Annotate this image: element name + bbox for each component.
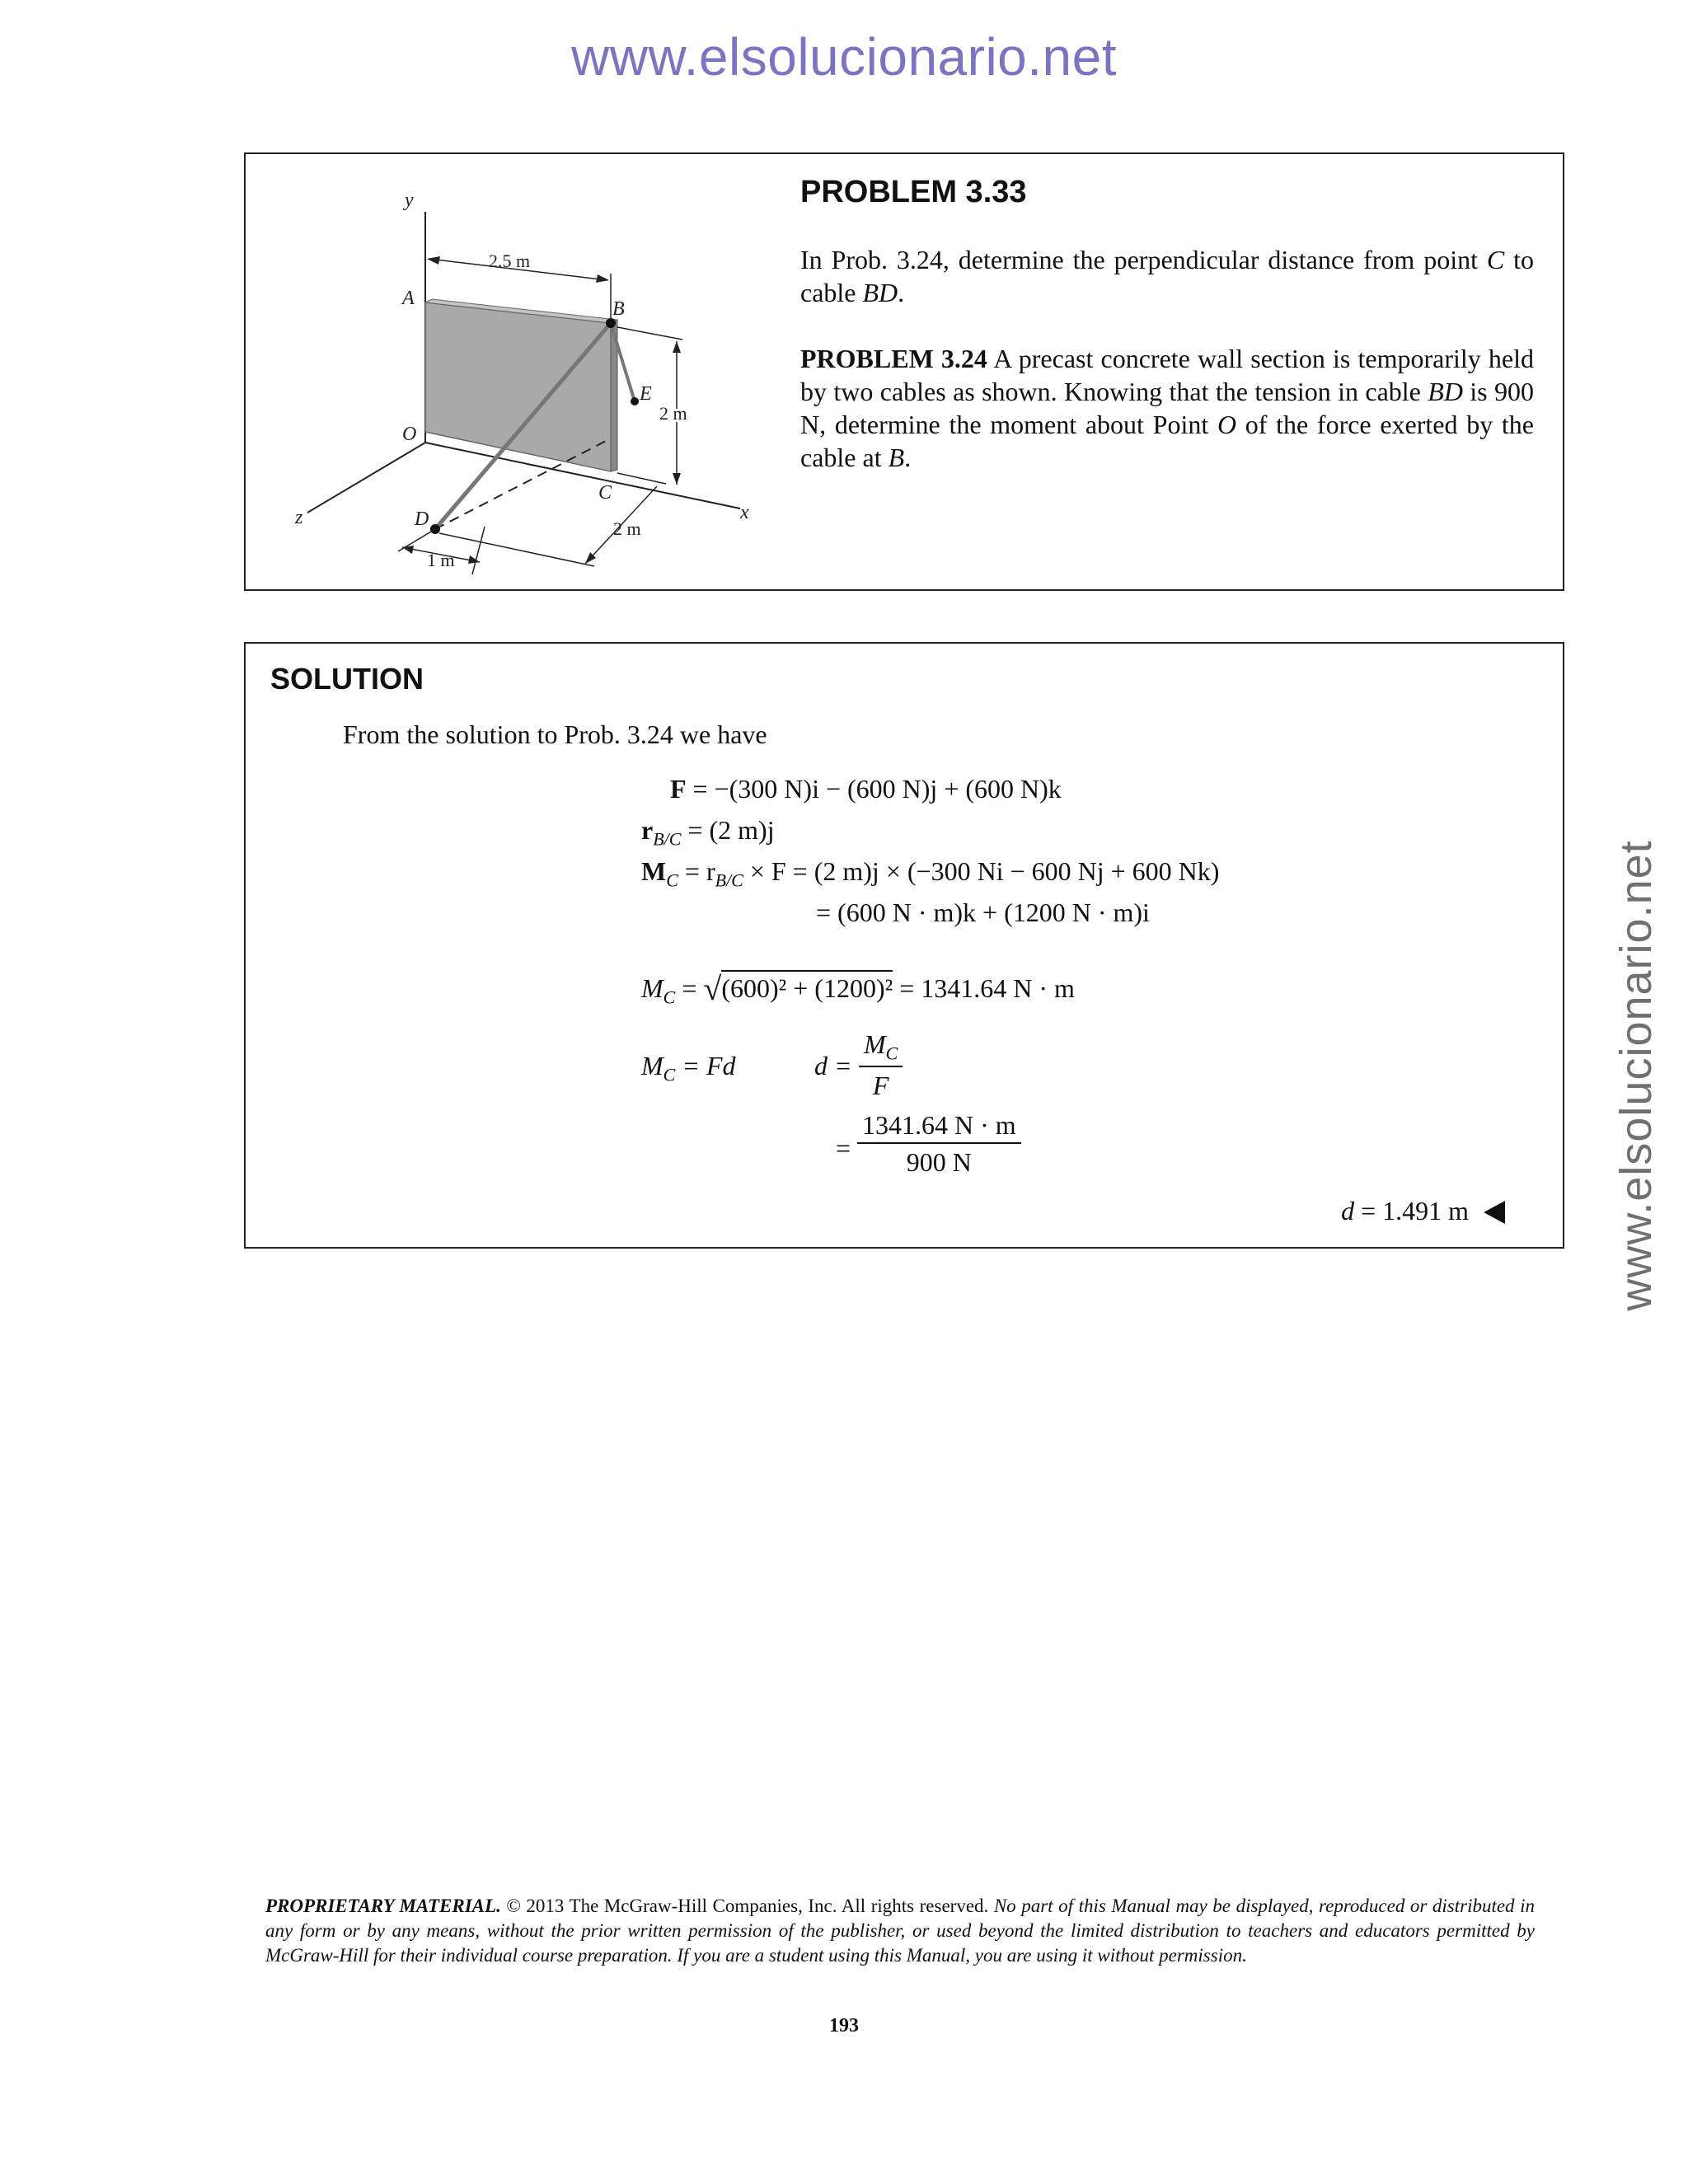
equation-magnitude: $M_C = √(600)^2 + (1200)^2 = 1341.64$ N · m (641, 970, 1075, 1008)
point-e (631, 397, 639, 405)
problem-box (244, 152, 1564, 591)
label-o: O (402, 424, 417, 445)
solution-intro: From the solution to Prob. 3.24 we have (343, 719, 767, 749)
label-e: E (640, 383, 652, 405)
watermark-side: www.elsolucionario.net (1611, 840, 1661, 1311)
page-number: 193 (829, 2015, 859, 2036)
wall-face (425, 302, 611, 471)
watermark-top: www.elsolucionario.net (571, 27, 1117, 87)
sqrt-icon: √ (703, 970, 722, 1007)
equation-force: F = −(300 N)i − (600 N)j + (600 N)k (670, 774, 1062, 804)
problem-text (800, 175, 1534, 474)
solution-heading: SOLUTION (270, 662, 424, 696)
equation-moment: $M_C = r_{B/C} \times F = (2$ m)j × (−300 Ni − 600 Nj + 600 Nk) (641, 856, 1220, 891)
wall-figure (279, 166, 806, 579)
problem-heading: PROBLEM 3.33 (800, 175, 1027, 209)
reference-problem: PROBLEM 3.24 A precast concrete wall section is temporarily held by two cables as shown. Knowing that the tension in cable BD is 900 N, determine the moment about Point O of the force exerted by the cable at B. (800, 344, 1535, 472)
answer-marker-icon (1484, 1201, 1505, 1224)
radicand: (600)² + (1200)² (721, 970, 893, 1003)
dim-right: 2 m (659, 403, 687, 424)
solution-box (244, 642, 1564, 1249)
label-y: y (405, 190, 414, 211)
final-answer: d = 1.491 m (1341, 1196, 1505, 1226)
dim-left: 1 m (427, 550, 455, 570)
problem-statement: In Prob. 3.24, determine the perpendicular distance from point C to cable BD. (800, 245, 1535, 307)
dim-top: 2.5 m (489, 251, 531, 271)
label-z: z (295, 507, 303, 528)
equation-moment-result: = (600 N · m)k + (1200 N · m)i (816, 898, 1150, 927)
label-a: A (402, 288, 415, 309)
label-b: B (612, 298, 625, 320)
dim-bottom: 2 m (613, 518, 641, 539)
answer-value: = 1.491 m (1354, 1196, 1469, 1226)
equation-d-equals: = (836, 1133, 851, 1163)
label-d: D (415, 509, 429, 530)
label-c: C (598, 482, 612, 504)
equation-d-label: d = (814, 1051, 852, 1080)
equation-position-vector: $r_{B/C} = (2$ m)j (641, 815, 775, 850)
z-axis (307, 443, 425, 513)
fraction-mc-over-f: $\frac{M_C}{F}$ (859, 1029, 903, 1101)
copyright-footer: PROPRIETARY MATERIAL. © 2013 The McGraw-Hill Companies, Inc. All rights reserved. No part of this Manual may be displayed, reproduced or distributed in any form or by any means, without the prior written permission of the publisher, or used beyond the limited distribution to teachers and educators permitted by McGraw-Hill for their individual course preparation. If you are a student using this Manual, you are using it without permission. (265, 1896, 1535, 1966)
label-x: x (740, 502, 749, 523)
equation-moment-fd: $M_C = Fd$ (641, 1051, 736, 1085)
fraction-numeric: $\frac{1341.64 N \cdot m}{900 N}$ (857, 1110, 1021, 1178)
